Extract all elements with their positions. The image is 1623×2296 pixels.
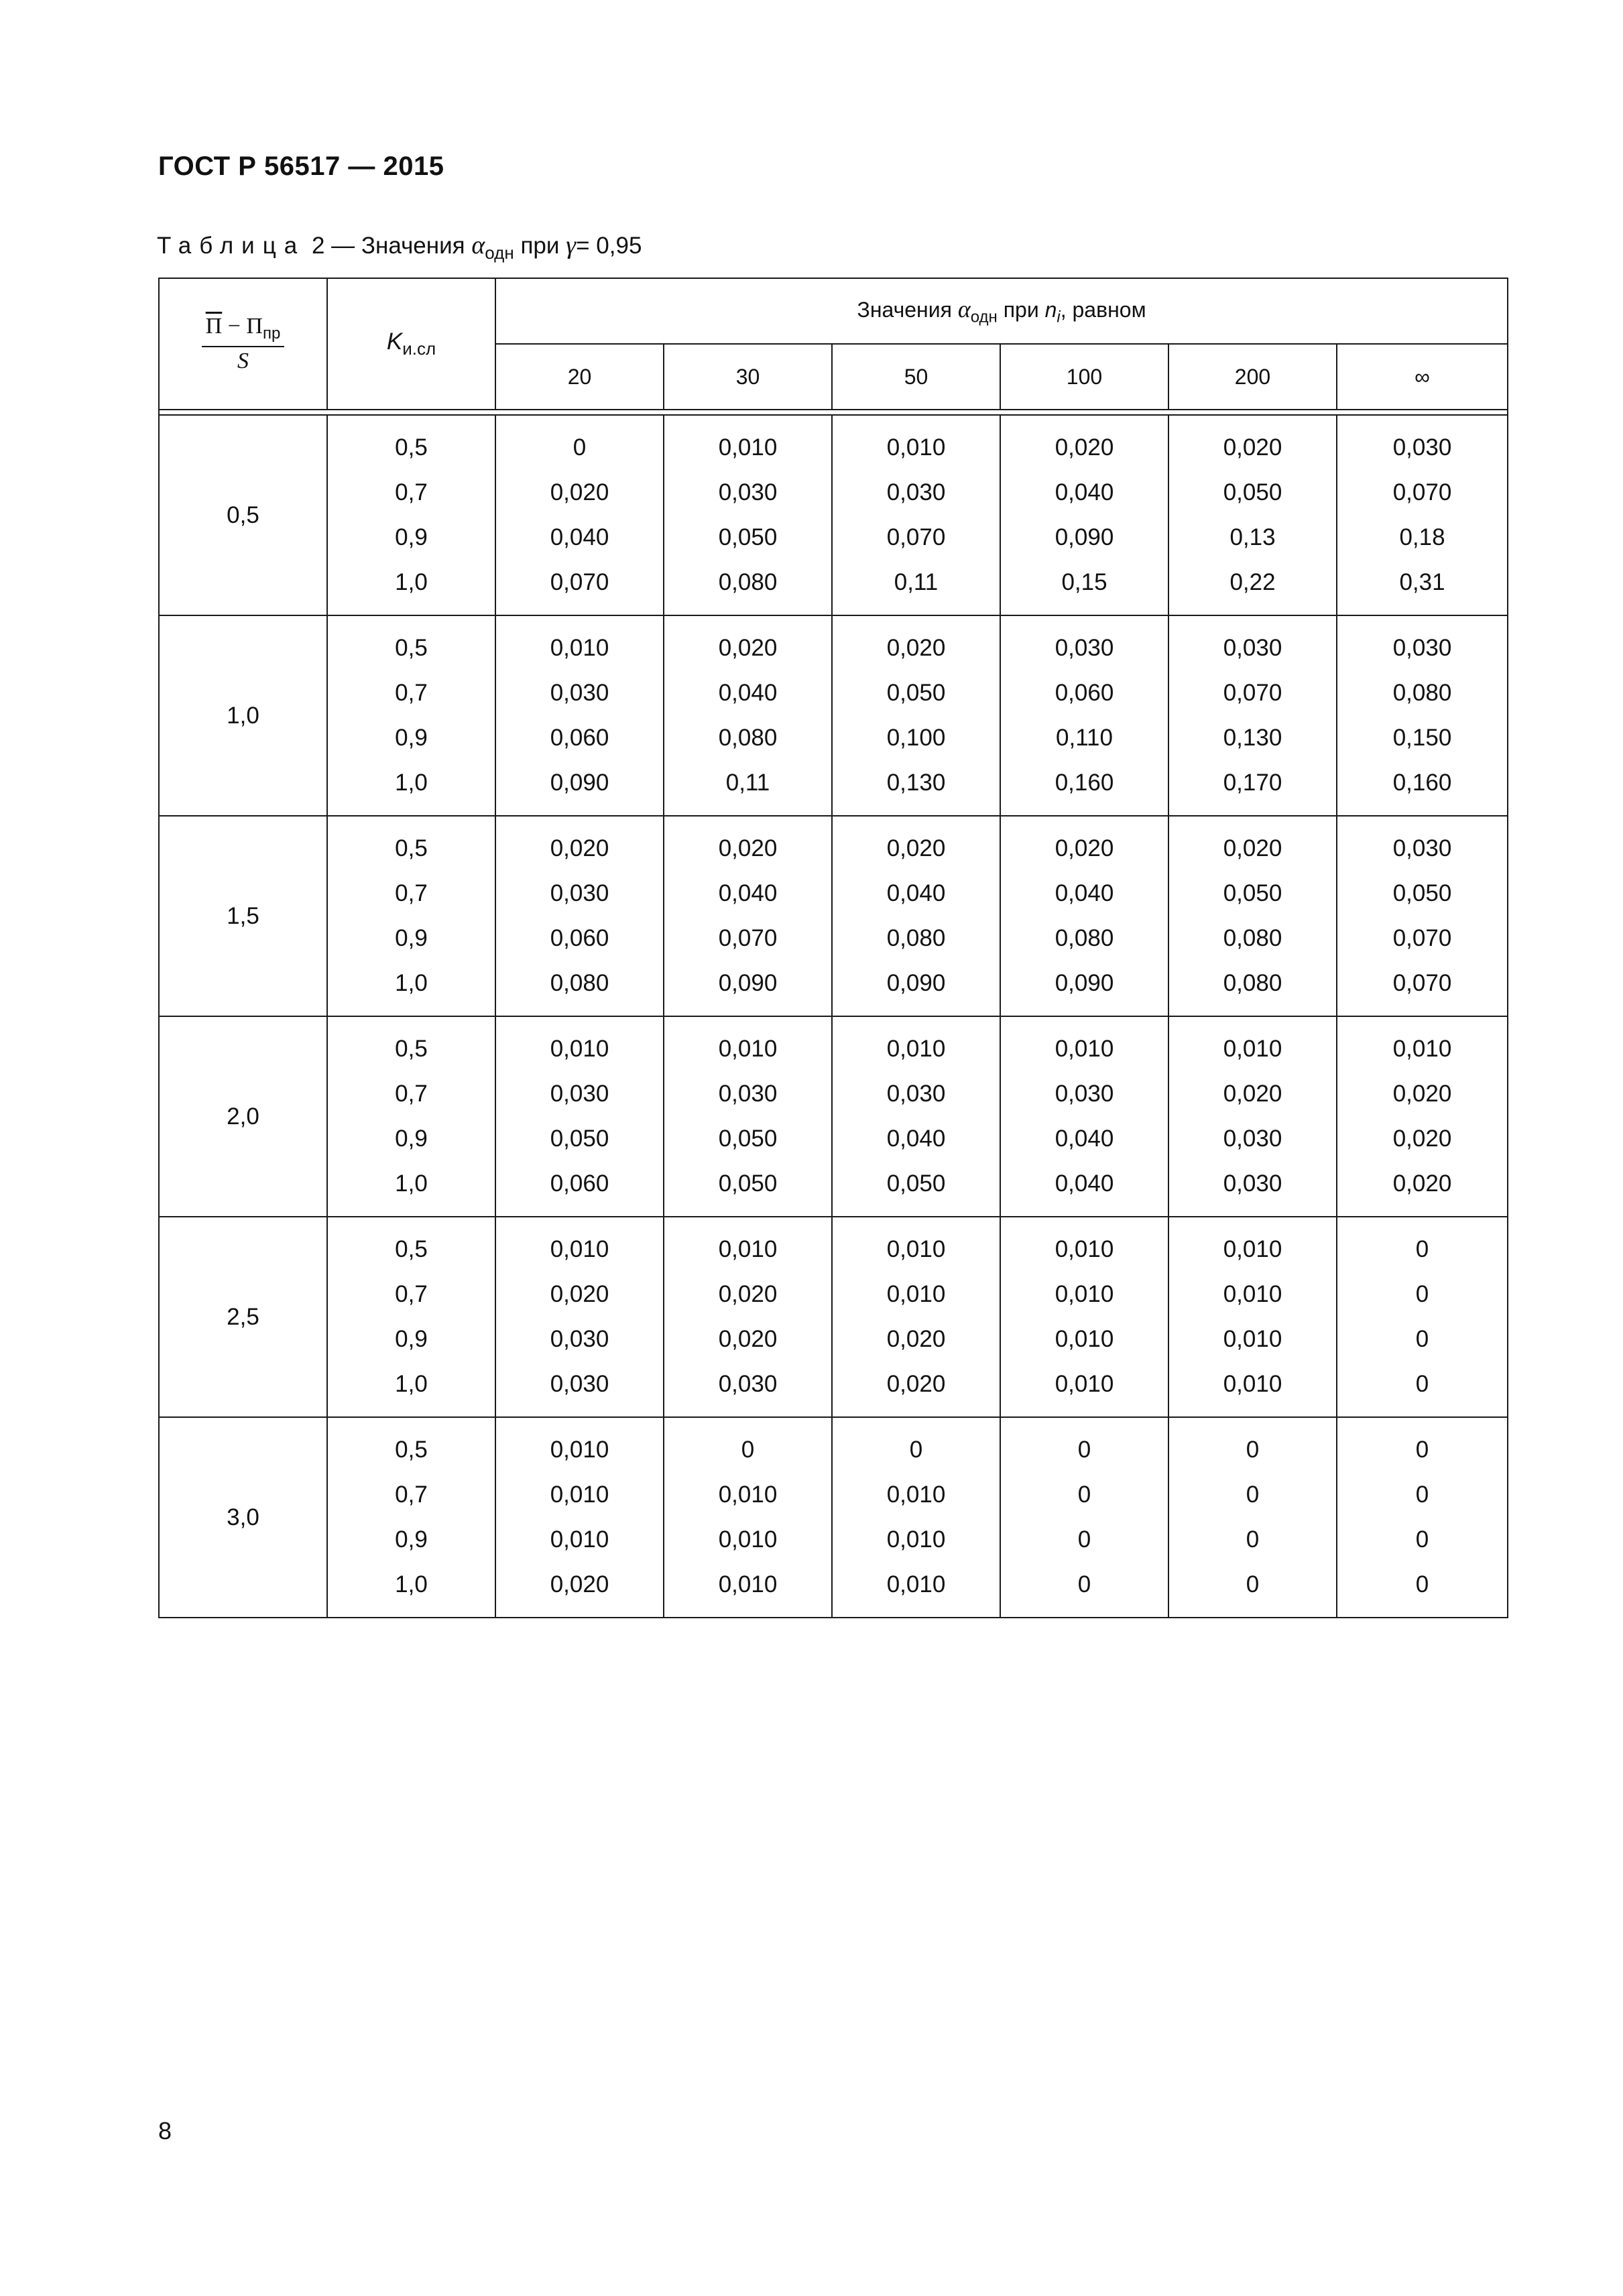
alpha-value: 0,090 xyxy=(550,770,609,796)
k-cell xyxy=(327,615,495,816)
alpha-value: 0,080 xyxy=(1223,925,1282,952)
alpha-value: 0,080 xyxy=(1223,970,1282,997)
alpha-cell xyxy=(1168,615,1337,816)
alpha-value: 0,13 xyxy=(1229,524,1276,551)
alpha-value: 0,060 xyxy=(550,1170,609,1197)
alpha-value: 0,010 xyxy=(1223,1326,1282,1353)
alpha-value: 0,070 xyxy=(1392,479,1452,505)
alpha-value: 0,130 xyxy=(886,770,946,796)
caption-alpha: α xyxy=(471,231,485,259)
alpha-cell xyxy=(1000,1217,1168,1417)
alpha-value: 0 xyxy=(1415,1571,1429,1598)
table-row-group xyxy=(159,1417,1508,1618)
k-value: 0,5 xyxy=(395,434,428,461)
alpha-value: 0,030 xyxy=(550,1371,609,1398)
ratio-cell: 2,5 xyxy=(159,1217,327,1417)
alpha-value: 0 xyxy=(1415,1436,1429,1463)
k-value: 1,0 xyxy=(395,1571,428,1598)
k-value: 0,9 xyxy=(395,1126,428,1152)
alpha-value: 0,080 xyxy=(886,925,946,952)
alpha-value: 0,020 xyxy=(550,1280,609,1307)
alpha-value: 0,010 xyxy=(1055,1280,1114,1307)
alpha-value: 0,010 xyxy=(718,434,778,461)
alpha-value: 0,020 xyxy=(1223,1080,1282,1107)
ratio-cell: 0,5 xyxy=(159,415,327,615)
ratio-column-header xyxy=(159,278,327,410)
k-value: 0,7 xyxy=(395,479,428,505)
alpha-value: 0,010 xyxy=(550,1235,609,1262)
k-cell xyxy=(327,1417,495,1618)
alpha-cell xyxy=(664,1417,832,1618)
alpha-cell xyxy=(495,1217,664,1417)
caption-gamma-value: = 0,95 xyxy=(576,233,642,259)
alpha-value: 0,090 xyxy=(886,970,946,997)
alpha-cell xyxy=(664,816,832,1016)
n-header-cell: 100 xyxy=(1000,344,1168,410)
alpha-value: 0,090 xyxy=(1055,524,1114,551)
alpha-cell xyxy=(1337,1417,1508,1618)
alpha-value: 0,22 xyxy=(1229,569,1276,596)
alpha-value: 0,020 xyxy=(718,1326,778,1353)
alpha-value: 0,150 xyxy=(1392,725,1452,751)
alpha-value: 0,020 xyxy=(886,1326,946,1353)
alpha-cell xyxy=(1337,615,1508,816)
alpha-value: 0,050 xyxy=(550,1126,609,1152)
alpha-value: 0,020 xyxy=(550,835,609,861)
alpha-value: 0,040 xyxy=(886,1126,946,1152)
alpha-value: 0,030 xyxy=(1055,634,1114,661)
alpha-value: 0,010 xyxy=(886,434,946,461)
alpha-cell xyxy=(832,1417,1000,1618)
alpha-value: 0,010 xyxy=(1055,1235,1114,1262)
alpha-value: 0,010 xyxy=(718,1235,778,1262)
alpha-value: 0 xyxy=(1246,1436,1260,1463)
alpha-value: 0,010 xyxy=(1223,1235,1282,1262)
alpha-value: 0 xyxy=(1077,1481,1091,1508)
alpha-cell xyxy=(664,1016,832,1217)
alpha-value: 0,070 xyxy=(1223,679,1282,706)
alpha-value: 0,020 xyxy=(550,1571,609,1598)
alpha-value: 0,010 xyxy=(550,1035,609,1062)
alpha-value: 0,020 xyxy=(886,634,946,661)
table-row-group xyxy=(159,816,1508,1016)
k-value: 0,9 xyxy=(395,524,428,551)
alpha-value: 0,030 xyxy=(886,479,946,505)
n-header-cell: 20 xyxy=(495,344,664,410)
k-value: 0,5 xyxy=(395,1235,428,1262)
k-value: 0,9 xyxy=(395,1326,428,1353)
n-header-cell: 50 xyxy=(832,344,1000,410)
k-cell xyxy=(327,1016,495,1217)
alpha-value: 0,030 xyxy=(718,479,778,505)
alpha-value: 0,130 xyxy=(1223,725,1282,751)
alpha-value: 0,010 xyxy=(550,1526,609,1553)
alpha-value: 0,040 xyxy=(550,524,609,551)
alpha-value: 0,020 xyxy=(1223,835,1282,861)
alpha-value: 0,030 xyxy=(718,1371,778,1398)
k-value: 0,7 xyxy=(395,880,428,906)
alpha-value: 0,030 xyxy=(550,1326,609,1353)
alpha-cell xyxy=(495,1016,664,1217)
alpha-value: 0 xyxy=(741,1436,755,1463)
k-value: 1,0 xyxy=(395,770,428,796)
alpha-value: 0 xyxy=(1246,1481,1260,1508)
alpha-value: 0,010 xyxy=(718,1571,778,1598)
alpha-value: 0,060 xyxy=(550,725,609,751)
ratio-cell: 1,0 xyxy=(159,615,327,816)
alpha-value: 0,030 xyxy=(550,679,609,706)
alpha-value: 0,090 xyxy=(1055,970,1114,997)
alpha-values-table xyxy=(158,278,1508,1618)
alpha-value: 0,090 xyxy=(718,970,778,997)
alpha-value: 0,020 xyxy=(1055,835,1114,861)
alpha-value: 0,31 xyxy=(1399,569,1445,596)
alpha-cell xyxy=(1337,1016,1508,1217)
k-cell xyxy=(327,1217,495,1417)
alpha-value: 0,080 xyxy=(550,970,609,997)
alpha-value: 0,050 xyxy=(718,1170,778,1197)
k-value: 0,7 xyxy=(395,1280,428,1307)
alpha-value: 0,040 xyxy=(1055,1126,1114,1152)
alpha-value: 0,010 xyxy=(886,1280,946,1307)
alpha-value: 0,010 xyxy=(1055,1035,1114,1062)
alpha-cell xyxy=(1337,816,1508,1016)
k-value: 0,5 xyxy=(395,1035,428,1062)
alpha-value: 0,010 xyxy=(718,1035,778,1062)
ratio-fraction xyxy=(202,314,285,374)
caption-dash: — xyxy=(331,233,355,259)
alpha-value: 0,010 xyxy=(1223,1035,1282,1062)
alpha-value: 0,020 xyxy=(1223,434,1282,461)
alpha-cell xyxy=(1337,415,1508,615)
alpha-cell xyxy=(832,1217,1000,1417)
alpha-value: 0,020 xyxy=(886,1371,946,1398)
alpha-value: 0,070 xyxy=(886,524,946,551)
alpha-cell xyxy=(1000,615,1168,816)
alpha-value: 0 xyxy=(1077,1436,1091,1463)
alpha-value: 0,040 xyxy=(1055,1170,1114,1197)
alpha-cell xyxy=(1168,1417,1337,1618)
alpha-value: 0,020 xyxy=(550,479,609,505)
k-value: 1,0 xyxy=(395,1170,428,1197)
alpha-cell xyxy=(1168,415,1337,615)
k-value: 0,9 xyxy=(395,1526,428,1553)
alpha-value: 0,020 xyxy=(718,835,778,861)
alpha-cell xyxy=(495,1417,664,1618)
k-value: 1,0 xyxy=(395,970,428,997)
alpha-value: 0,030 xyxy=(1223,1126,1282,1152)
alpha-value: 0,020 xyxy=(718,1280,778,1307)
alpha-cell xyxy=(1337,1217,1508,1417)
table-caption xyxy=(157,231,642,263)
alpha-cell xyxy=(495,816,664,1016)
n-header-cell: 30 xyxy=(664,344,832,410)
alpha-value: 0 xyxy=(1415,1371,1429,1398)
table-body xyxy=(159,415,1508,1618)
alpha-value: 0,11 xyxy=(725,770,770,796)
alpha-value: 0,050 xyxy=(886,1170,946,1197)
header-separator xyxy=(159,410,1508,415)
alpha-cell xyxy=(832,816,1000,1016)
alpha-value: 0,020 xyxy=(886,835,946,861)
alpha-value: 0,030 xyxy=(550,880,609,906)
alpha-value: 0,070 xyxy=(1392,925,1452,952)
k-value: 0,5 xyxy=(395,835,428,861)
k-value: 0,7 xyxy=(395,1481,428,1508)
caption-text: Значения xyxy=(361,233,465,259)
alpha-value: 0,15 xyxy=(1061,569,1107,596)
k-value: 1,0 xyxy=(395,569,428,596)
alpha-value: 0,050 xyxy=(718,524,778,551)
page-number: 8 xyxy=(158,2117,172,2144)
table-row-group xyxy=(159,1016,1508,1217)
alpha-value: 0 xyxy=(1246,1571,1260,1598)
fraction-denominator: S xyxy=(237,348,249,373)
alpha-value: 0,050 xyxy=(718,1126,778,1152)
alpha-value: 0,020 xyxy=(718,634,778,661)
alpha-value: 0,010 xyxy=(1055,1326,1114,1353)
alpha-cell xyxy=(1168,1217,1337,1417)
alpha-cell xyxy=(832,415,1000,615)
ratio-cell: 3,0 xyxy=(159,1417,327,1618)
alpha-value: 0 xyxy=(1415,1481,1429,1508)
ratio-cell: 1,5 xyxy=(159,816,327,1016)
ratio-cell: 2,0 xyxy=(159,1016,327,1217)
alpha-value: 0,070 xyxy=(1392,970,1452,997)
alpha-value: 0,010 xyxy=(550,634,609,661)
alpha-value: 0,010 xyxy=(1223,1280,1282,1307)
alpha-value: 0 xyxy=(573,434,587,461)
alpha-value: 0,060 xyxy=(550,925,609,952)
caption-at: при xyxy=(520,233,560,259)
alpha-value: 0,010 xyxy=(886,1571,946,1598)
alpha-value: 0,080 xyxy=(718,569,778,596)
alpha-value: 0,170 xyxy=(1223,770,1282,796)
alpha-value: 0,020 xyxy=(1392,1126,1452,1152)
alpha-value: 0,020 xyxy=(1392,1080,1452,1107)
n-group-header: Значения $\alpha_{одн}$ при $n_i$, равном xyxy=(495,278,1508,344)
k-value: 1,0 xyxy=(395,1371,428,1398)
alpha-value: 0,080 xyxy=(1055,925,1114,952)
k-value: 0,9 xyxy=(395,725,428,751)
alpha-value: 0,11 xyxy=(894,569,939,596)
alpha-value: 0,010 xyxy=(718,1481,778,1508)
k-value: 0,9 xyxy=(395,925,428,952)
alpha-value: 0,040 xyxy=(1055,880,1114,906)
alpha-value: 0,030 xyxy=(1392,835,1452,861)
alpha-value: 0 xyxy=(909,1436,923,1463)
alpha-cell xyxy=(495,415,664,615)
alpha-value: 0,050 xyxy=(1392,880,1452,906)
alpha-cell xyxy=(1168,816,1337,1016)
k-cell xyxy=(327,415,495,615)
alpha-value: 0,010 xyxy=(886,1235,946,1262)
caption-prefix: Таблица xyxy=(157,233,306,259)
alpha-value: 0,050 xyxy=(1223,479,1282,505)
alpha-value: 0,010 xyxy=(1223,1371,1282,1398)
alpha-value: 0,030 xyxy=(1392,434,1452,461)
alpha-value: 0,010 xyxy=(1055,1371,1114,1398)
alpha-cell xyxy=(1000,1016,1168,1217)
alpha-value: 0,040 xyxy=(718,880,778,906)
alpha-value: 0,040 xyxy=(718,679,778,706)
alpha-value: 0,030 xyxy=(718,1080,778,1107)
alpha-value: 0,050 xyxy=(1223,880,1282,906)
alpha-value: 0,010 xyxy=(886,1526,946,1553)
alpha-value: 0,010 xyxy=(718,1526,778,1553)
alpha-value: 0,160 xyxy=(1392,770,1452,796)
alpha-value: 0,110 xyxy=(1056,725,1113,751)
alpha-value: 0,160 xyxy=(1055,770,1114,796)
alpha-value: 0 xyxy=(1415,1280,1429,1307)
alpha-value: 0,010 xyxy=(550,1481,609,1508)
alpha-value: 0 xyxy=(1077,1526,1091,1553)
alpha-cell xyxy=(664,615,832,816)
alpha-cell xyxy=(664,1217,832,1417)
alpha-value: 0,060 xyxy=(1055,679,1114,706)
alpha-value: 0,010 xyxy=(886,1035,946,1062)
table-row-group xyxy=(159,1217,1508,1417)
alpha-value: 0,080 xyxy=(1392,679,1452,706)
alpha-value: 0,070 xyxy=(550,569,609,596)
alpha-cell xyxy=(832,615,1000,816)
alpha-value: 0,010 xyxy=(550,1436,609,1463)
alpha-cell xyxy=(1168,1016,1337,1217)
alpha-value: 0,020 xyxy=(1392,1170,1452,1197)
k-cell xyxy=(327,816,495,1016)
caption-gamma: γ xyxy=(566,231,577,259)
alpha-value: 0,020 xyxy=(1055,434,1114,461)
alpha-cell xyxy=(495,615,664,816)
table-row-group xyxy=(159,615,1508,816)
alpha-value: 0 xyxy=(1246,1526,1260,1553)
alpha-value: 0,18 xyxy=(1399,524,1445,551)
alpha-value: 0,030 xyxy=(1223,1170,1282,1197)
n-header-cell: 200 xyxy=(1168,344,1337,410)
alpha-value: 0 xyxy=(1415,1326,1429,1353)
alpha-value: 0,030 xyxy=(886,1080,946,1107)
alpha-value: 0,080 xyxy=(718,725,778,751)
alpha-value: 0 xyxy=(1077,1571,1091,1598)
alpha-value: 0,010 xyxy=(886,1481,946,1508)
alpha-cell xyxy=(664,415,832,615)
k-value: 0,5 xyxy=(395,1436,428,1463)
alpha-cell xyxy=(1000,816,1168,1016)
alpha-value: 0,100 xyxy=(886,725,946,751)
alpha-value: 0,040 xyxy=(1055,479,1114,505)
alpha-value: 0,030 xyxy=(550,1080,609,1107)
alpha-cell xyxy=(832,1016,1000,1217)
alpha-value: 0,030 xyxy=(1223,634,1282,661)
alpha-value: 0,040 xyxy=(886,880,946,906)
alpha-value: 0,030 xyxy=(1055,1080,1114,1107)
caption-alpha-sub: одн xyxy=(485,243,514,263)
n-header-cell: ∞ xyxy=(1337,344,1508,410)
document-header: ГОСТ Р 56517 — 2015 xyxy=(158,152,444,181)
k-value: 0,5 xyxy=(395,634,428,661)
alpha-value: 0 xyxy=(1415,1526,1429,1553)
fraction-numerator: $П - П_{пр}$ xyxy=(202,314,285,347)
table-row-group xyxy=(159,415,1508,615)
alpha-cell xyxy=(1000,415,1168,615)
alpha-value: 0,030 xyxy=(1392,634,1452,661)
caption-number: 2 xyxy=(311,233,325,259)
alpha-value: 0 xyxy=(1415,1235,1429,1262)
alpha-value: 0,050 xyxy=(886,679,946,706)
k-value: 0,7 xyxy=(395,1080,428,1107)
k-column-header: $K_{и.сл}$ xyxy=(327,278,495,410)
k-value: 0,7 xyxy=(395,679,428,706)
alpha-cell xyxy=(1000,1417,1168,1618)
alpha-value: 0,070 xyxy=(718,925,778,952)
alpha-value: 0,010 xyxy=(1392,1035,1452,1062)
